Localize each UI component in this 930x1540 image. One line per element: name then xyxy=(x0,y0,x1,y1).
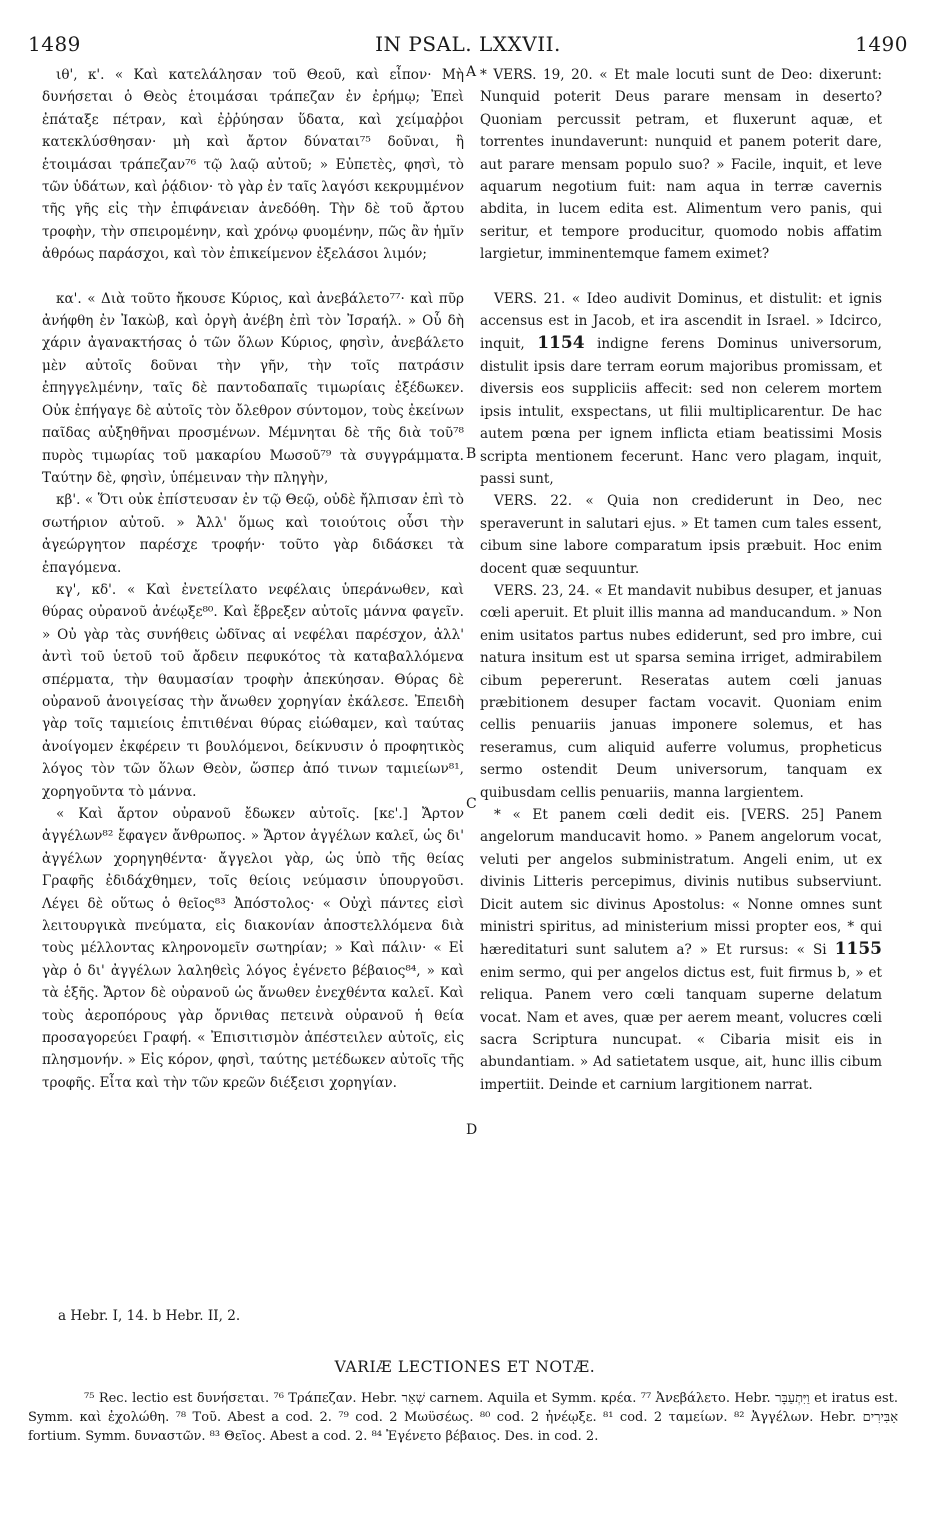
variae-heading: VARIÆ LECTIONES ET NOTÆ. xyxy=(334,1358,596,1376)
scripture-footnotes: a Hebr. I, 14. b Hebr. II, 2. xyxy=(58,1308,241,1324)
greek-paragraph: κγ', κδ'. « Καὶ ἐνετείλατο νεφέλαις ὑπεράνωθεν, καὶ θύρας οὐρανοῦ ἀνέῳξε⁸⁰. Καὶ ἔβρεξεν αὐτοῖς μάννα φαγεῖν. » Οὐ γὰρ τὰς συνήθεις ὠδῖνας αἱ νεφέλαι παρέσχον, ἀλλ' ἀντὶ τοῦ ὑετοῦ τοῦ ἄρδειν πεφυκότος τὰ καταβαλλόμενα σπέρματα, τὴν θαυμασίαν τροφὴν ἀπεκύησαν. Θύρας δὲ οὐρανοῦ ἀνοιγείσας τὴν ἄνωθεν χορηγίαν ἐκάλεσε. Ἐπειδὴ γὰρ τοῖς ταμιείοις ἐπιτιθέναι θύρας εἰώθαμεν, καὶ ταύτας ἀνοίγομεν ἐκφέρειν τι βουλόμενοι, δείκνυσιν ὁ προφητικὸς λόγος τὸν τῶν ὅλων Θεὸν, ὥσπερ ἀπό τινων ταμιείων⁸¹, χορηγοῦντα τὸ μάννα. xyxy=(42,581,464,800)
column-number: 1154 xyxy=(537,333,585,354)
latin-paragraph xyxy=(480,804,882,1096)
latin-paragraph: VERS. 23, 24. « Et mandavit nubibus desuper, et januas cœli aperuit. Et pluit illis manna ad manducandum. » Non enim usitatos partus nubes ediderunt, sed pro imbre, cui natura insitum est ut sparsa semina irriget, admirabilem cibum pepererunt. Reseratas autem cœli januas præbitionem desuper factam vocavit. Quoniam enim cellis penuariis januas imponere solemus, et has reseramus, cum aliquid auferre volumus, propheticus sermo ostendit Deum universorum, tanquam ex quibusdam cellis penuariis, manna largientem. xyxy=(480,582,882,801)
latin-text: * « Et panem cœli dedit eis. [VERS. 25] Panem angelorum manducavit homo. » Panem angelorum vocat, veluti per angelos subministratum. Angeli enim, ut ex divinis Litteris percepimus, divinis nutibus subserviunt. Dicit autem sic divinus Apostolus: « Nonne omnes sunt ministri spiritus, ad ministerium missi propter eos, * qui hæreditaturi sunt salutem a? » Et rursus: « Si xyxy=(480,807,882,959)
margin-marker-d: D xyxy=(466,1122,478,1138)
latin-paragraph xyxy=(480,288,882,491)
right-page-number: 1490 xyxy=(855,32,908,56)
column-number: 1155 xyxy=(834,939,882,960)
latin-text: VERS. 21. « Ideo audivit Dominus, et distulit: et ignis accensus est in Jacob, et ira ascendit in Israel. » Idcirco, inquit, xyxy=(480,290,882,353)
greek-paragraph: « Καὶ ἄρτον οὐρανοῦ ἔδωκεν αὐτοῖς. [κε'.] Ἄρτον ἀγγέλων⁸² ἔφαγεν ἄνθρωπος. » Ἄρτον ἀγγέλων καλεῖ, ὡς δι' ἀγγέλων χορηγηθέντα· ἄγγελοι γὰρ, ὡς ὑπὸ τῆς θείας Γραφῆς ἐδιδάχθημεν, τοῖς θείοις νεύμασιν ὑπουργοῦσι. Λέγει δὲ οὕτως ὁ θεῖος⁸³ Ἀπόστολος· « Οὐχὶ πάντες εἰσὶ λειτουργικὰ πνεύματα, εἰς διακονίαν ἀποστελλόμενα διὰ τοὺς μέλλοντας κληρονομεῖν σωτηρίαν; » Καὶ πάλιν· « Εἰ γὰρ ὁ δι' ἀγγέλων λαληθεὶς λόγος ἐγένετο βέβαιος⁸⁴, » καὶ τὰ ἑξῆς. Ἄρτον δὲ οὐρανοῦ ὡς ἄνωθεν ἐνεχθέντα καλεῖ. Καὶ τοὺς ἀεροπόρους γὰρ ὄρνιθας πετεινὰ οὐρανοῦ ἡ θεία προσαγορεύει Γραφή. « Ἐπισιτισμὸν ἀπέστειλεν αὐτοῖς, εἰς πλησμονήν. » Εἰς κόρον, φησὶ, ταύτης μετέδωκεν αὐτοῖς τῆς τροφῆς. Εἶτα καὶ τὴν τῶν κρεῶν διέξεισι χορηγίαν. xyxy=(42,806,464,1091)
margin-marker-c: C xyxy=(466,796,477,812)
variae-text: ⁷⁵ Rec. lectio est δυνήσεται. ⁷⁶ Τράπεζαν. Hebr. שְׁאֵר carnem. Aquila et Symm. κρέα. ⁷⁷ Ἀνεβάλετο. Hebr. וַיִּתְעַבָּר et iratus est. Symm. καὶ ἐχολώθη. ⁷⁸ Τοῦ. Abest a cod. 2. ⁷⁹ cod. 2 Μωϋσέως. ⁸⁰ cod. 2 ἠνέῳξε. ⁸¹ cod. 2 ταμείων. ⁸² Ἀγγέλων. Hebr. אַבִּירִים fortium. Symm. δυναστῶν. ⁸³ Θεῖος. Abest a cod. 2. ⁸⁴ Ἐγένετο βέβαιος. Des. in cod. 2. xyxy=(28,1391,898,1444)
greek-paragraph: ιθ', κ'. « Καὶ κατελάλησαν τοῦ Θεοῦ, καὶ εἶπον· Μὴ δυνήσεται ὁ Θεὸς ἑτοιμάσαι τράπεζαν ἐν ἐρήμῳ; Ἐπεὶ ἐπάταξε πέτραν, καὶ ἐῤῥύησαν ὕδατα, καὶ χείμαῤῥοι κατεκλύσθησαν· μὴ καὶ ἄρτον δύναται⁷⁵ δοῦναι, ἢ ἑτοιμάσαι τράπεζαν⁷⁶ τῷ λαῷ αὐτοῦ; » Εὐπετὲς, φησὶ, τὸ τῶν ὑδάτων, καὶ ῥᾴδιον· τὸ γὰρ ἐν ταῖς λαγόσι κεκρυμμένον τῆς γῆς εἰς τὴν ἐπιφάνειαν ἀνεδόθη. Τὴν δὲ τοῦ ἄρτου τροφὴν, τὴν σπειρομένην, καὶ χρόνῳ φυομένην, πῶς ἂν ἡμῖν ἀθρόως παράσχοι, καὶ τὸν ἐπικείμενον ἐξελάσοι λιμόν; xyxy=(42,67,464,263)
left-page-number: 1489 xyxy=(28,32,81,56)
latin-paragraph: * VERS. 19, 20. « Et male locuti sunt de Deo: dixerunt: Nunquid poterit Deus parare mensam in deserto? Quoniam percussit petram, et fluxerunt aquæ, et torrentes inundaverunt: nunquid et panem poterit dare, aut parare mensam populo suo? » Facile, inquit, et leve aquarum negotium fuit: nam aqua in terræ cavernis abdita, in lucem edita est. Alimentum vero panis, qui seritur, et tempore producitur, quomodo nobis affatim largietur, imminentemque famem eximet? xyxy=(480,67,882,263)
greek-paragraph: κα'. « Διὰ τοῦτο ἤκουσε Κύριος, καὶ ἀνεβάλετο⁷⁷· καὶ πῦρ ἀνήφθη ἐν Ἰακὼβ, καὶ ὀργὴ ἀνέβη ἐπὶ τὸν Ἰσραήλ. » Οὗ δὴ χάριν ἀγανακτήσας ὁ τῶν ὅλων Κύριος, φησὶν, ἀνεβάλετο μὲν αὐτοῖς δοῦναι τὴν γῆν, τὴν τοῖς πατράσιν ἐπηγγελμένην, ταῖς δὲ παντοδαπαῖς τιμωρίαις ἐξέδωκεν. Οὐκ ἐπήγαγε δὲ αὐτοῖς τὸν ὄλεθρον σύντομον, τοὺς ἐκείνων παῖδας αὐξηθῆναι προσμένων. Μέμνηται δὲ τῆς διὰ τοῦ⁷⁸ πυρὸς τιμωρίας τοῦ μακαρίου Μωσοῦ⁷⁹ τὰ συγγράμματα. Ταύτην δὲ, φησὶν, ὑπέμειναν τὴν πληγὴν, xyxy=(42,290,464,486)
latin-paragraph: VERS. 22. « Quia non crediderunt in Deo, nec speraverunt in salutari ejus. » Et tamen cum tales essent, cibum sine labore comparatum ipsis præbuit. Hoc enim docent quæ sequuntur. xyxy=(480,493,882,577)
latin-text: enim sermo, qui per angelos dictus est, fuit firmus b, » et reliqua. Panem vero cœli tanquam superne delatum vocat. Nam et aves, quæ per aerem meant, volucres cœli sacra Scriptura nuncupat. « Cibaria misit eis in abundantiam. » Ad satietatem usque, ait, hunc illis cibum impertiit. Deinde et carnium largitionem narrat. xyxy=(480,964,882,1093)
latin-text: indigne ferens Dominus universorum, distulit ipsis dare terram eorum majoribus promissam, et diversis eos suppliciis affecit: sed non celerem mortem ipsis intulit, exspectans, ut filii multiplicarentur. De hac autem pœna per ignem inflicta etiam beatissimi Mosis scripta mentionem fecerunt. Hanc vero plagam, inquit, passi sunt, xyxy=(480,336,883,487)
latin-column xyxy=(480,64,882,1096)
margin-marker-b: B xyxy=(466,446,477,462)
page-header xyxy=(28,32,908,60)
greek-column xyxy=(42,64,464,1094)
variae-notes xyxy=(28,1390,898,1446)
margin-marker-a: A xyxy=(466,64,477,80)
greek-paragraph: κβ'. « Ὅτι οὐκ ἐπίστευσαν ἐν τῷ Θεῷ, οὐδὲ ἤλπισαν ἐπὶ τὸ σωτήριον αὐτοῦ. » Ἀλλ' ὅμως καὶ τοιούτοις οὖσι τὴν ἀγεώργητον παρέσχε τροφήν· τοῦτο γὰρ διδάσκει τὰ ἐπαγόμενα. xyxy=(42,492,464,576)
running-title: IN PSAL. LXXVII. xyxy=(375,32,561,56)
